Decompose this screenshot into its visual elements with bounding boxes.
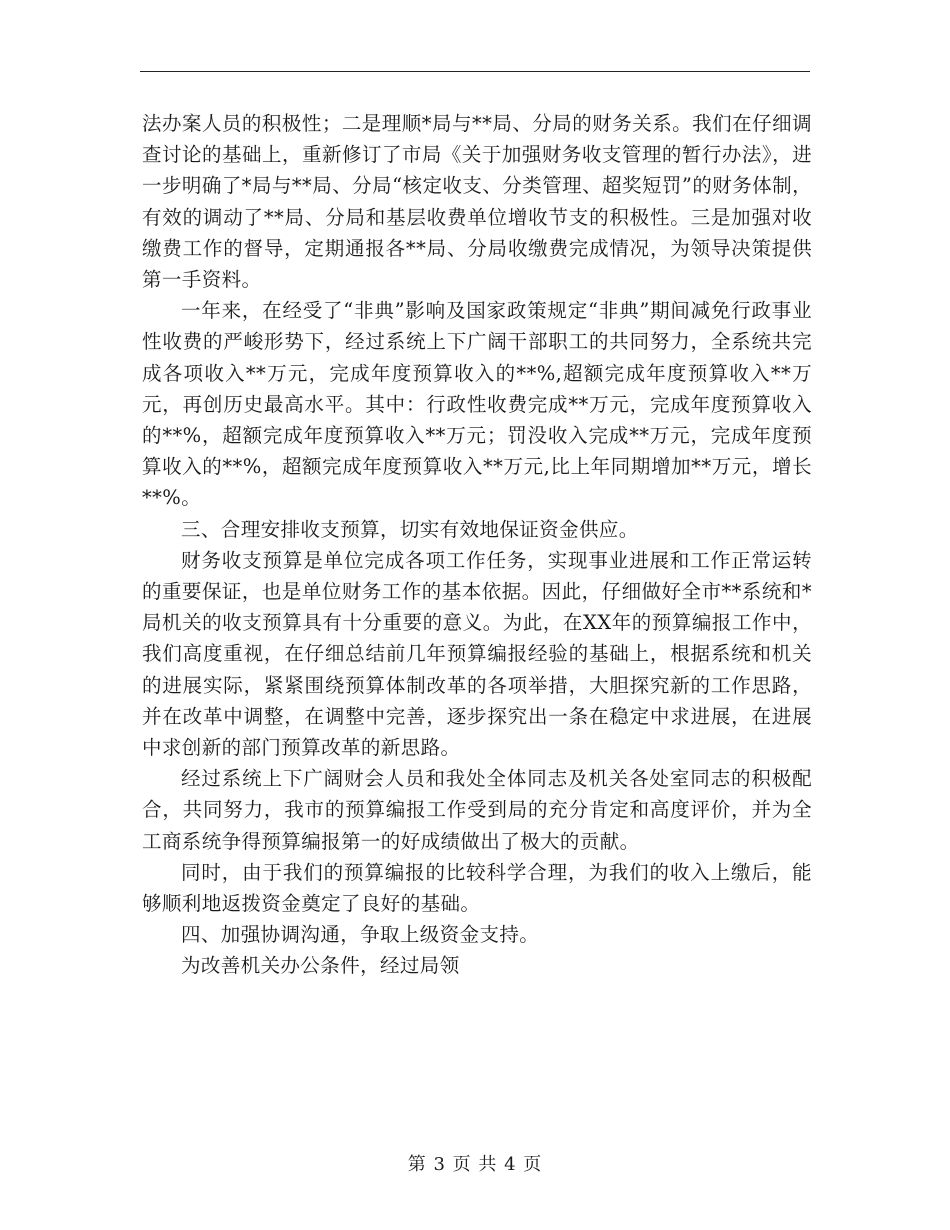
paragraph-continuation: 法办案人员的积极性；二是理顺*局与**局、分局的财务关系。我们在仔细调查讨论的基础上，重新修订了市局《关于加强财务收支管理的暂行办法》，进一步明确了*局与**局、分局“核定收支、分类管理、超奖短罚”的财务体制，有效的调动了**局、分局和基层收费单位增收节支的积极性。三是加强对收缴费工作的督导，定期通报各**局、分局收缴费完成情况，为领导决策提供第一手资料。 (142, 112, 812, 292)
header-divider (140, 71, 810, 72)
section-heading-budget: 三、合理安排收支预算，切实有效地保证资金供应。 (181, 517, 639, 541)
paragraph-cooperation: 经过系统上下广阔财会人员和我处全体同志及机关各处室同志的积极配合，共同努力，我市的预算编报工作受到局的充分肯定和高度评价，并为全工商系统争得预算编报第一的好成绩做出了极大的贡献。 (142, 767, 812, 853)
document-body (142, 108, 812, 982)
paragraph-budget-importance: 财务收支预算是单位完成各项工作任务，实现事业进展和工作正常运转的重要保证，也是单位财务工作的基本依据。因此，仔细做好全市**系统和*局机关的收支预算具有十分重要的意义。为此，在XX年的预算编报工作中，我们高度重视，在仔细总结前几年预算编报经验的基础上，根据系统和机关的进展实际，紧紧围绕预算体制改革的各项举措，大胆探究新的工作思路，并在改革中调整，在调整中完善，逐步探究出一条在稳定中求进展，在进展中求创新的部门预算改革的新思路。 (142, 548, 812, 760)
page-number-footer: 第 3 页 共 4 页 (407, 1154, 543, 1175)
section-heading-coordination: 四、加强协调沟通，争取上级资金支持。 (181, 923, 540, 947)
paragraph-office-conditions: 为改善机关办公条件，经过局领 (181, 954, 460, 978)
paragraph-annual-revenue: 一年来，在经受了“非典”影响及国家政策规定“非典”期间减免行政事业性收费的严峻形势下，经过系统上下广阔干部职工的共同努力，全系统共完成各项收入**万元，完成年度预算收入的**%,超额完成年度预算收入**万元，再创历史最高水平。其中：行政性收费完成**万元，完成年度预算收入的**%，超额完成年度预算收入**万元；罚没收入完成**万元，完成年度预算收入的**%，超额完成年度预算收入**万元,比上年同期增加**万元，增长**%。 (142, 299, 812, 510)
paragraph-fund-return: 同时，由于我们的预算编报的比较科学合理，为我们的收入上缴后，能够顺利地返拨资金奠定了良好的基础。 (142, 860, 812, 916)
